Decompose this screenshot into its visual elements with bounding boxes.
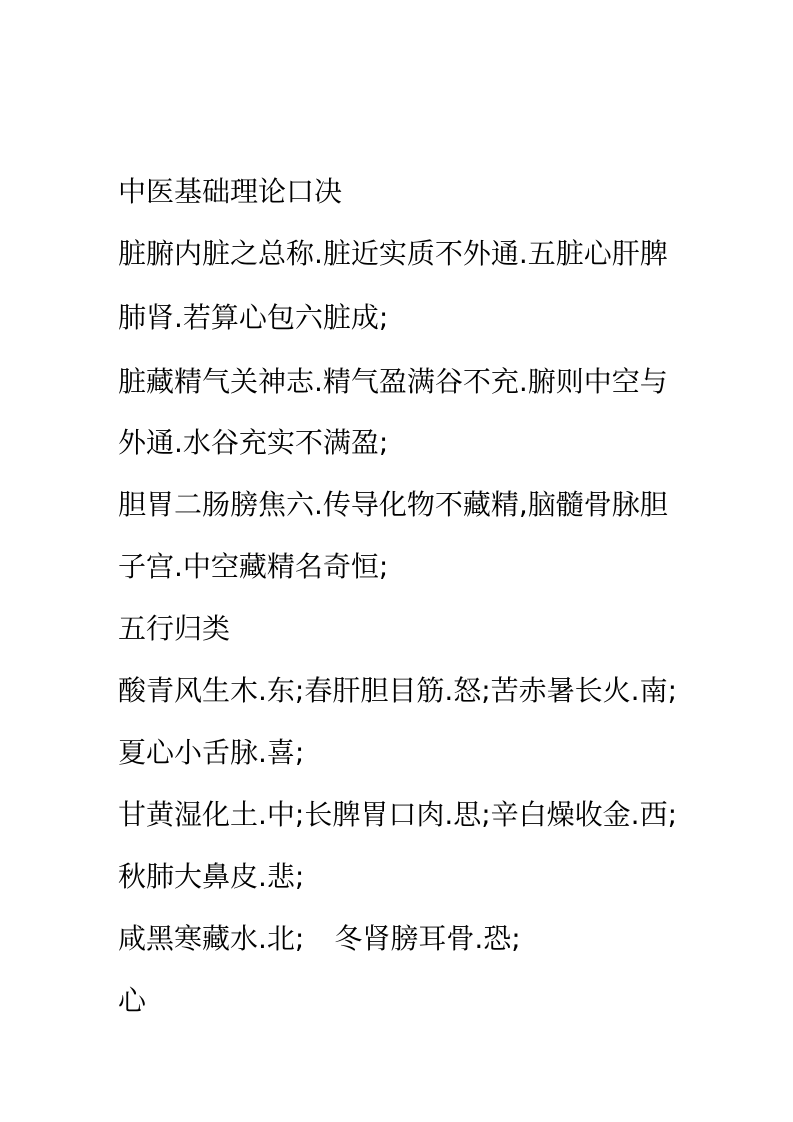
text-line: 外通.水谷充实不满盈; bbox=[118, 426, 389, 459]
text-segment: 冬肾膀耳骨.恐; bbox=[334, 922, 521, 955]
text-line: 脏藏精气关神志.精气盈满谷不充.腑则中空与 bbox=[118, 365, 668, 398]
text-line: 脏腑内脏之总称.脏近实质不外通.五脏心肝脾 bbox=[118, 237, 668, 270]
text-line: 甘黄湿化土.中;长脾胃口肉.思;辛白燥收金.西; bbox=[118, 798, 678, 831]
text-line: 心 bbox=[118, 984, 147, 1017]
text-line: 子宫.中空藏精名奇恒; bbox=[118, 550, 389, 583]
text-line: 夏心小舌脉.喜; bbox=[118, 736, 305, 769]
text-line bbox=[118, 921, 521, 957]
text-line: 酸青风生木.东;春肝胆目筋.怒;苦赤暑长火.南; bbox=[118, 674, 678, 707]
text-line: 秋肺大鼻皮.悲; bbox=[118, 860, 305, 893]
text-line: 胆胃二肠膀焦六.传导化物不藏精,脑髓骨脉胆 bbox=[118, 488, 668, 521]
text-line: 肺肾.若算心包六脏成; bbox=[118, 301, 389, 334]
document-title: 中医基础理论口决 bbox=[118, 175, 343, 208]
text-segment: 咸黑寒藏水.北; bbox=[118, 922, 305, 955]
section-heading: 五行归类 bbox=[118, 612, 231, 645]
